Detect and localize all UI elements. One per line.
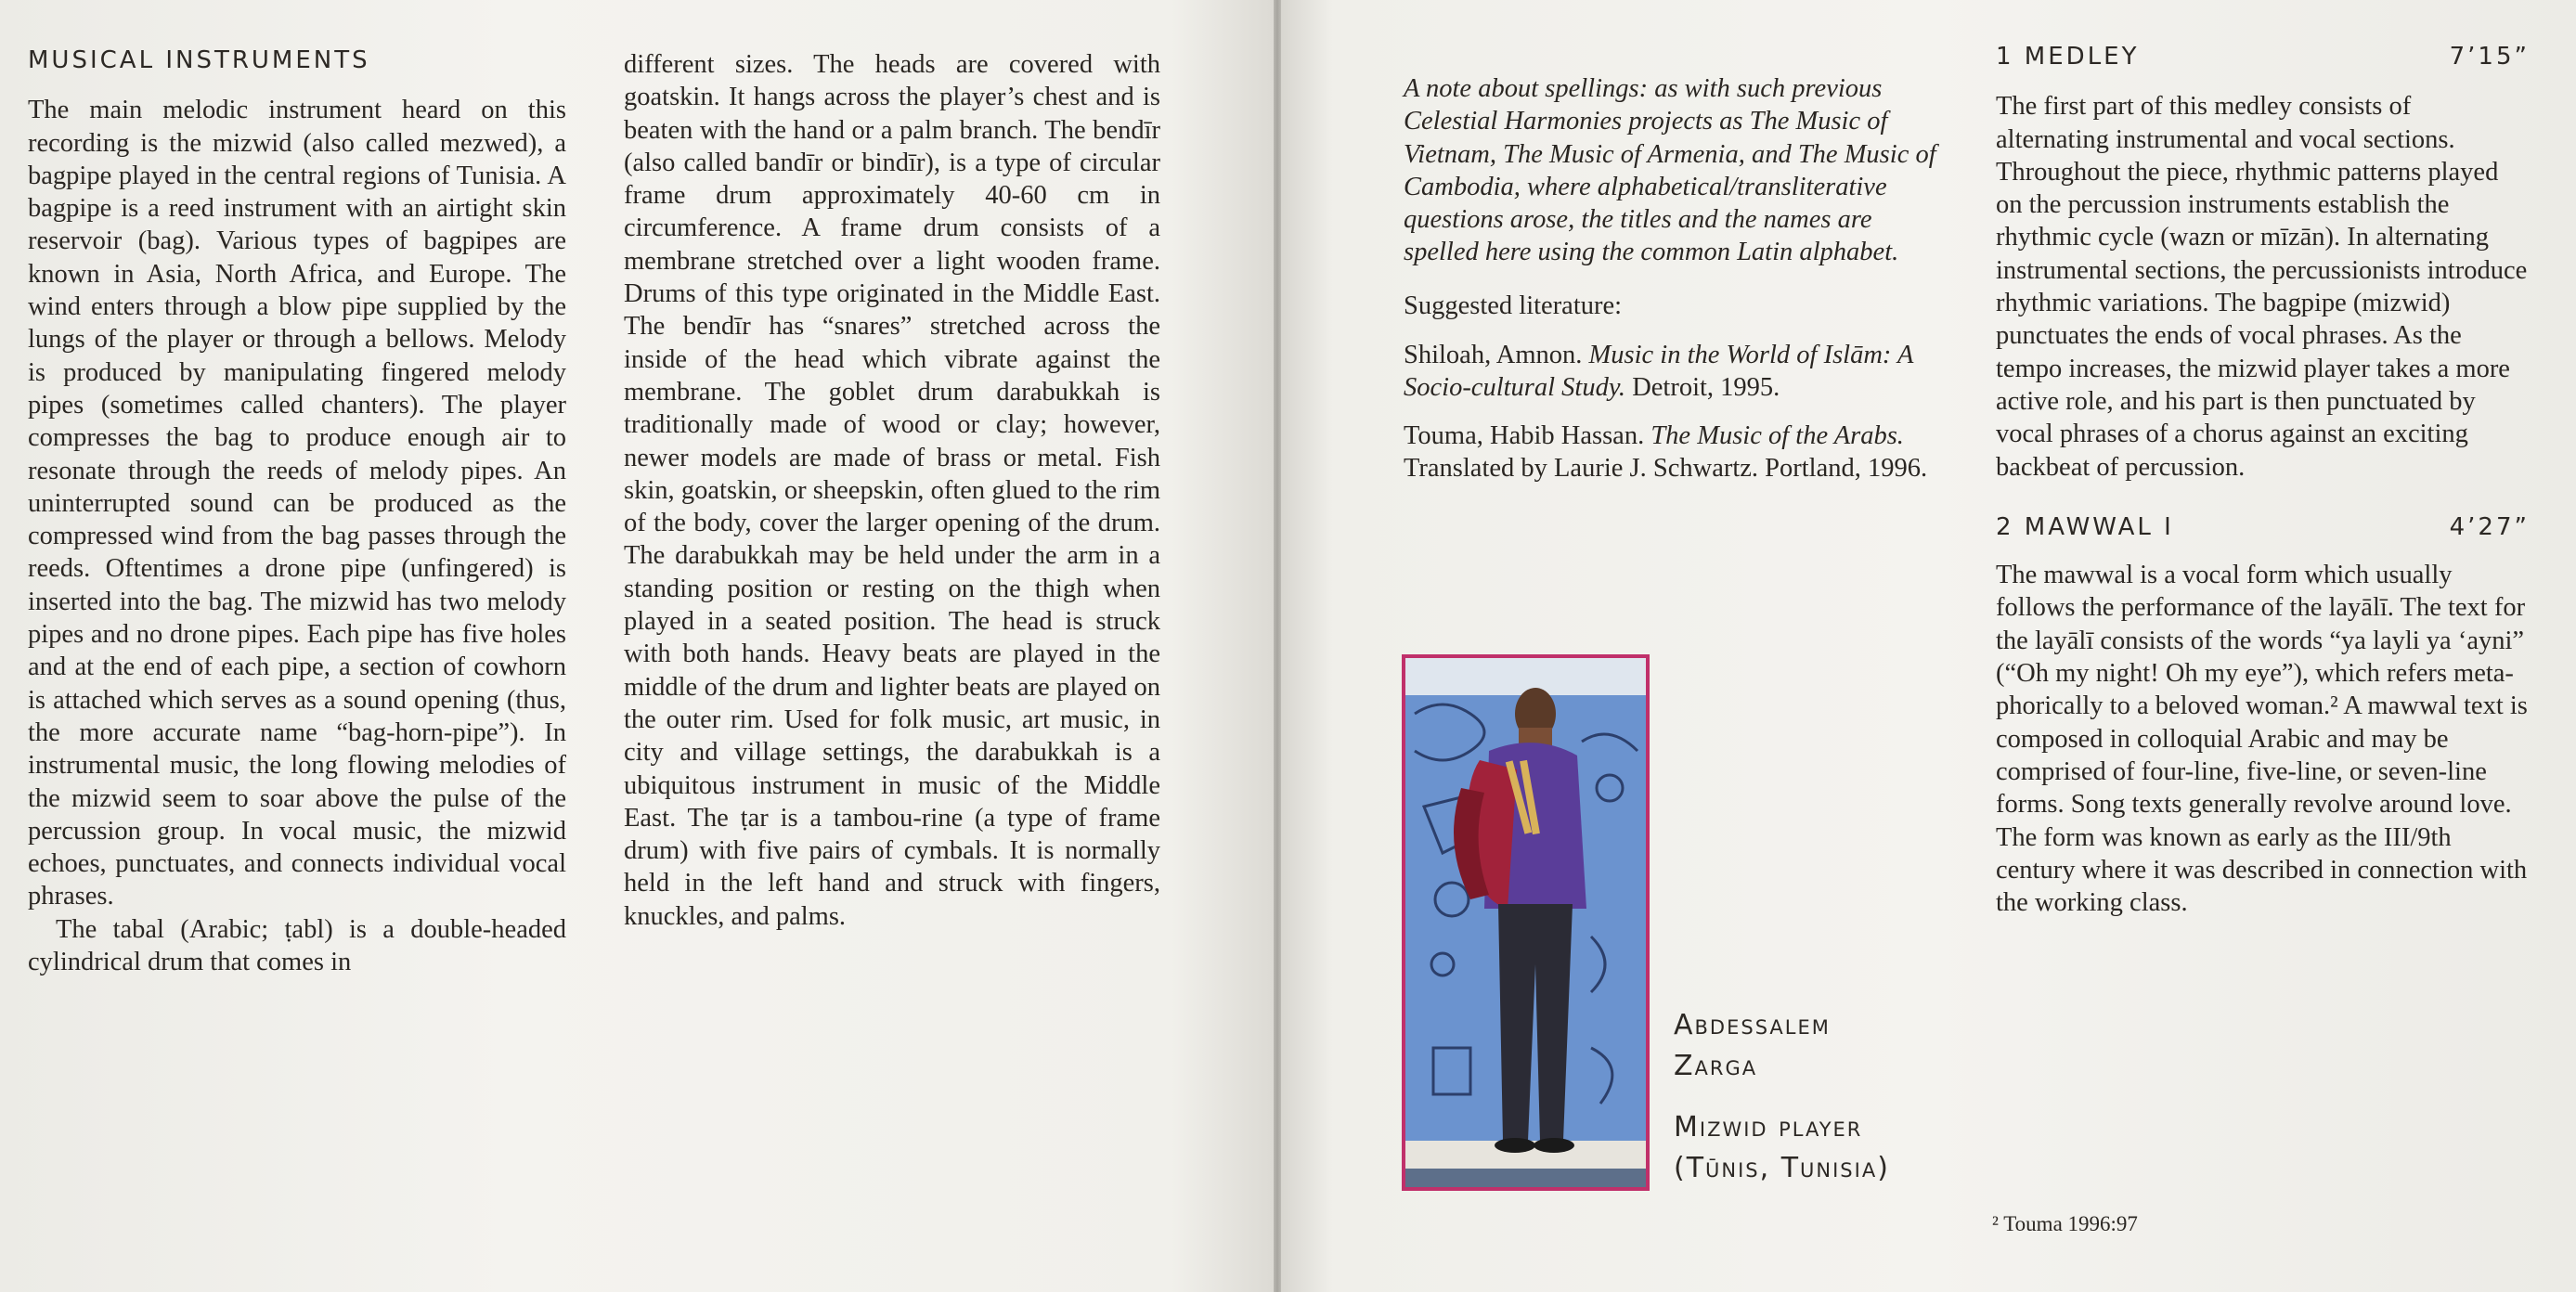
ref1-author: Shiloah, Amnon. (1404, 341, 1583, 370)
track-1-description: The first part of this medley consists of alternating instrumental and vocal sections. Throughout the piece, rhythmic patterns played on the percussion instruments establish the rhythmic cycle (wazn or mīzān). In alternating instrumental sections, the percussionists introduce rhythmic variations. The bagpipe (mizwid) punctuates the ends of vocal phrases. As the tempo increases, the mizwid player takes a more active role, and his part is then punctuated by vocal phrases of a chorus against an exciting backbeat of percussion. (1996, 92, 2528, 482)
paragraph-tabal: The tabal (Arabic; ṭabl) is a double-headed cylindrical drum that comes in (28, 914, 566, 977)
ref2-rest: Translated by Laurie J. Schwartz. Portland, 1996. (1404, 453, 1928, 483)
caption-role: Mizwid player (1674, 1111, 1863, 1143)
left-page (0, 0, 1274, 1292)
footnote: ² Touma 1996:97 (1992, 1212, 2138, 1235)
right-column-2 (1996, 41, 2530, 919)
paragraph-drums: different sizes. The heads are covered with goatskin. It hangs across the player’s chest and is beaten with the hand or a palm branch. The bendīr (also called bandīr or bindīr), is a type of circular frame drum approximately 40-60 cm in circumference. A frame drum consists of a membrane stretched over a light wooden frame. Drums of this type originated in the Middle East. The bendīr has “snares” stretched across the inside of the head which vibrate against the membrane. The goblet drum darabukkah is traditionally made of wood or clay; however, newer models are made of brass or metal. Fish skin, goatskin, or sheepskin, often glued to the rim of the body, cover the larger opening of the drum. The darabukkah may be held under the arm in a standing position or resting on the thigh when played in a seated position. The head is struck with both hands. Heavy beats are played in the middle of the drum and lighter beats are played on the outer rim. Used for folk music, art music, in city and village settings, the darabukkah is a ubiquitous instrument in music of the Middle East. The ṭar is a tambou-rine (a type of frame drum) with five pairs of cymbals. It is normally held in the left hand and struck with fingers, knuckles, and palms. (624, 50, 1160, 931)
caption-name-first: Abdessalem (1674, 1009, 1831, 1041)
book-gutter (1274, 0, 1281, 1292)
ref2-author: Touma, Habib Hassan. (1404, 420, 1645, 450)
caption-name-last: Zarga (1674, 1050, 1758, 1082)
ref1-title: Music in the World of Islām: A Socio-cultural Study. (1404, 341, 1913, 403)
reference-2 (1404, 420, 1940, 485)
track-1-time: 7’15” (2449, 43, 2530, 71)
right-column-1 (1404, 72, 1940, 484)
left-column-2 (624, 48, 1160, 933)
musician-photo (1402, 654, 1650, 1191)
paragraph-mizwid: The main melodic instrument heard on this recording is the mizwid (also called mezwed), a bagpipe played in the central regions of Tunisia. A bagpipe is a reed instrument with an airtight skin reservoir (bag). Various types of bagpipes are known in Asia, North Africa, and Europe. The wind enters through a blow pipe supplied by the lungs of the player or through a bellows. Melody is produced by manipulating fingered melody pipes (sometimes called chanters). The player compresses the bag to produce enough air to resonate through the reeds of melody pipes. An uninterrupted sound can be produced as the compressed wind from the bag passes through the reeds. Oftentimes a drone pipe (unfingered) is inserted into the bag. The mizwid has two melody pipes and no drone pipes. Each pipe has five holes and at the end of each pipe, a section of cowhorn is attached which serves as a sound opening (thus, the more accurate name “bag-horn-pipe”). In instrumental music, the long flowing melodies of the mizwid seem to soar above the pulse of the percussion group. In vocal music, the mizwid echoes, punctuates, and connects individual vocal phrases. (28, 96, 566, 911)
caption-location: (Tūnis, Tunisia) (1674, 1152, 1890, 1184)
left-column-1 (28, 45, 566, 978)
track-1-header (1996, 41, 2530, 73)
ref2-title: The Music of the Arabs. (1650, 420, 1904, 450)
track-2-description: The mawwal is a vocal form which usually follows the performance of the layālī. The text for the layālī consists of the words “ya layli ya ‘ayni” (“Oh my night! Oh my eye”), which refers meta-phorically to a beloved woman.² A mawwal text is composed in colloquial Arabic and may be comprised of four-line, five-line, or seven-line forms. Song texts generally revolve around love. The form was known as early as the III/9th century where it was described in connection with the working class. (1996, 561, 2528, 918)
track-2-title: 2 MAWWAL I (1996, 512, 2174, 541)
musician-photo-illustration (1405, 658, 1646, 1187)
literature-heading: Suggested literature: (1404, 291, 1623, 320)
photo-caption (1674, 1005, 1890, 1189)
ref1-rest: Detroit, 1995. (1632, 373, 1780, 403)
reference-1 (1404, 339, 1940, 405)
track-2-header (1996, 511, 2530, 544)
track-1-title: 1 MEDLEY (1996, 43, 2140, 71)
section-heading: MUSICAL INSTRUMENTS (28, 46, 370, 74)
spelling-note: A note about spellings: as with such previous Celestial Harmonies projects as The Music of Vietnam, The Music of Armenia, and The Music of Cambodia, where alphabetical/transliterative questions arose, the titles and the names are spelled here using the common Latin alphabet. (1404, 74, 1936, 267)
track-2-time: 4’27” (2449, 512, 2530, 541)
